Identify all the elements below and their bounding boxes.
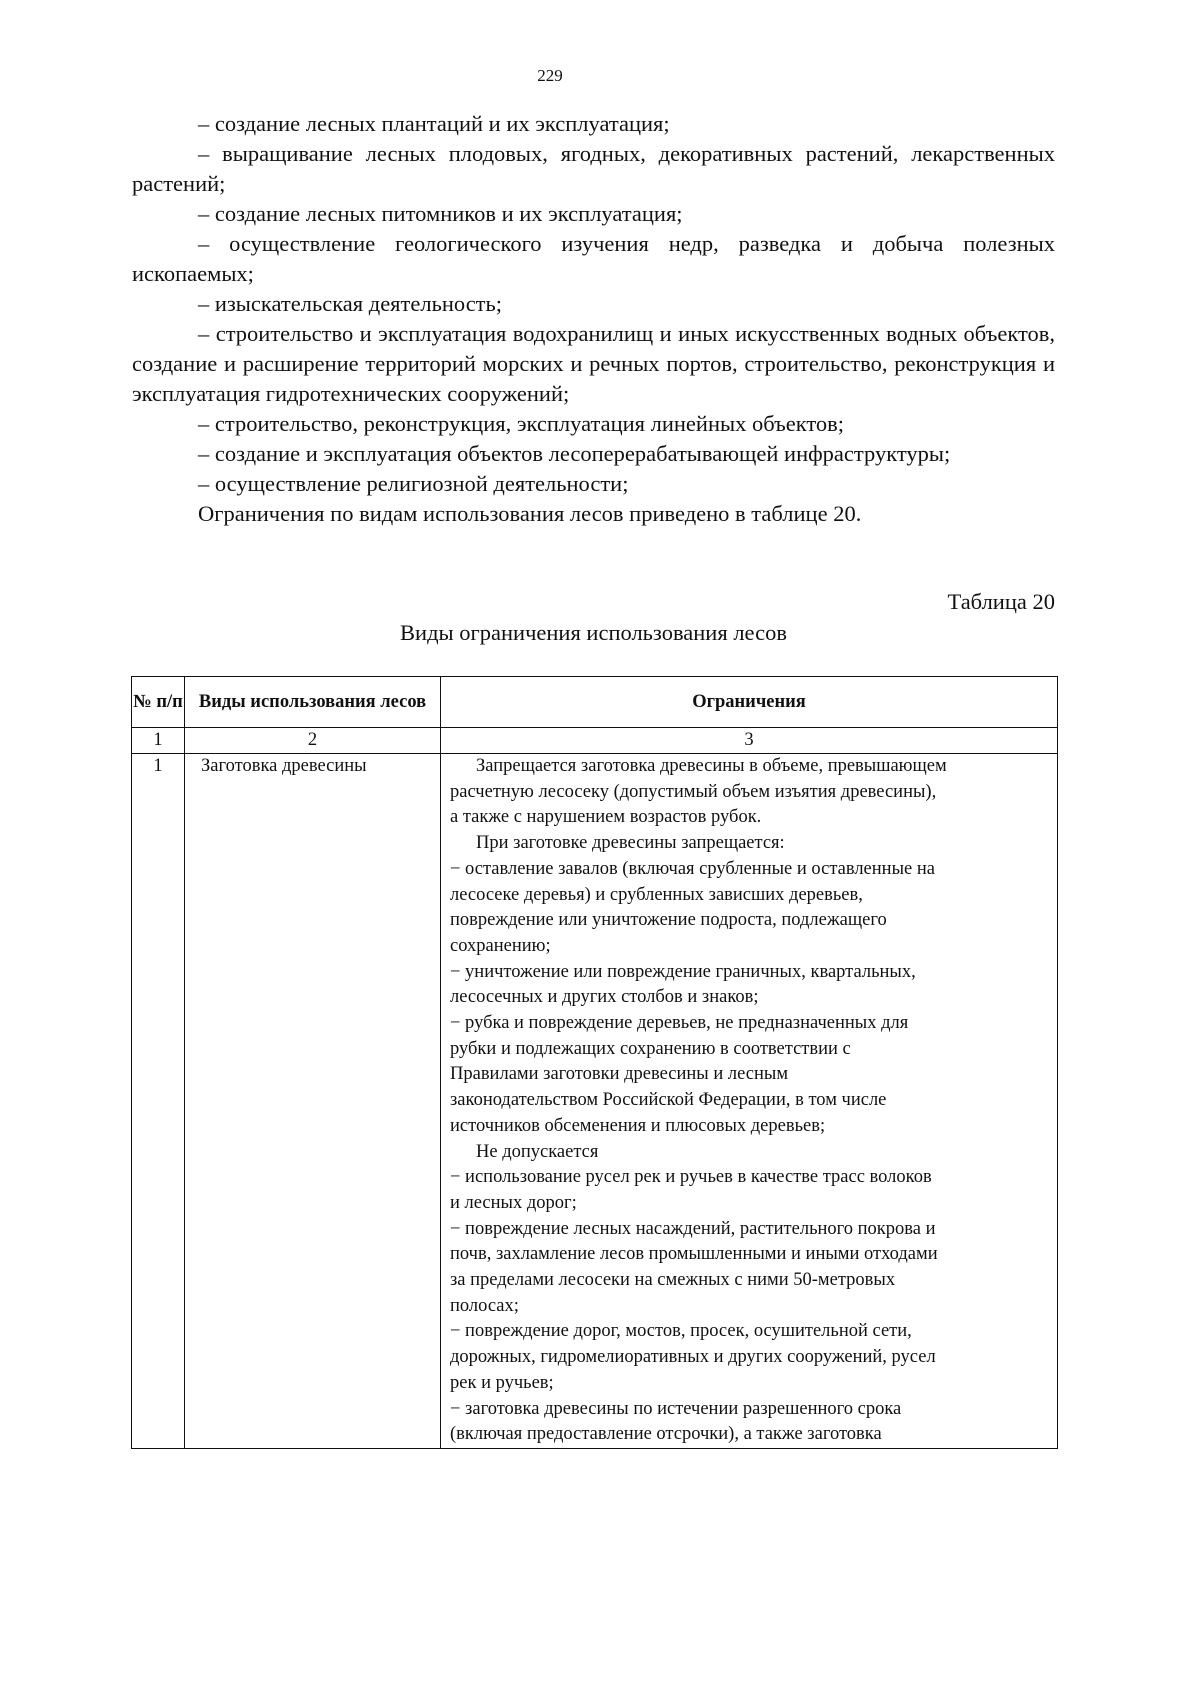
column-number: 2 (185, 728, 441, 754)
restriction-line: а также с нарушением возрастов рубок. (450, 807, 762, 828)
column-number: 1 (132, 728, 185, 754)
row-number: 1 (132, 754, 185, 1449)
restriction-line: источников обсеменения и плюсовых деревьев; (450, 1115, 826, 1136)
restriction-line: − рубка и повреждение деревьев, не предназначенных для (450, 1013, 909, 1034)
paragraph: – выращивание лесных плодовых, ягодных, декоративных растений, лекарственных растений; (132, 141, 1055, 196)
restriction-line: − заготовка древесины по истечении разрешенного срока (450, 1398, 902, 1419)
restriction-line: законодательством Российской Федерации, в том числе (450, 1090, 887, 1111)
paragraph: – создание и эксплуатация объектов лесоперерабатывающей инфраструктуры; (198, 441, 951, 466)
column-numbers-row (132, 728, 1058, 754)
restriction-line: Запрещается заготовка древесины в объеме, превышающем (476, 756, 947, 776)
restriction-line: При заготовке древесины запрещается: (476, 833, 785, 854)
header-use: Виды использования лесов (185, 677, 441, 728)
table-title: Виды ограничения использования лесов (400, 620, 787, 645)
restriction-line: − повреждение дорог, мостов, просек, осушительной сети, (450, 1321, 912, 1342)
restriction-line: повреждение или уничтожение подроста, подлежащего (450, 910, 887, 931)
paragraph: – осуществление геологического изучения недр, разведка и добыча полезных ископаемых; (132, 231, 1055, 286)
paragraph: – строительство и эксплуатация водохранилищ и иных искусственных водных объектов, создание и расширение территорий морских и речных портов, строительство, реконструкция и эксплуатация гидротехнических сооружений; (132, 321, 1055, 406)
restriction-line: Не допускается (476, 1141, 599, 1162)
restriction-line: дорожных, гидромелиоративных и других сооружений, русел (450, 1347, 936, 1368)
header-num: № п/п (132, 677, 185, 728)
paragraph: Ограничения по видам использования лесов приведено в таблице 20. (198, 501, 862, 526)
restriction-line: сохранению; (450, 935, 551, 956)
restriction-line: (включая предоставление отсрочки), а также заготовка (450, 1424, 882, 1445)
restriction-line: почв, захламление лесов промышленными и иными отходами (450, 1244, 938, 1265)
restriction-line: лесосеке деревья) и срубленных зависших деревьев, (450, 884, 863, 905)
restriction-line: − оставление завалов (включая срубленные и оставленные на (450, 858, 935, 879)
restriction-line: − использование русел рек и ручьев в качестве трасс волоков (450, 1167, 932, 1188)
paragraph: – изыскательская деятельность; (198, 291, 503, 316)
table-header-row (132, 677, 1058, 728)
restriction-line: расчетную лесосеку (допустимый объем изъятия древесины), (450, 781, 937, 802)
restriction-line: лесосечных и других столбов и знаков; (450, 987, 759, 1008)
paragraph: – строительство, реконструкция, эксплуатация линейных объектов; (198, 411, 845, 436)
column-number: 3 (441, 728, 1058, 754)
restriction-line: Правилами заготовки древесины и лесным (450, 1064, 789, 1085)
header-restrictions: Ограничения (441, 677, 1058, 728)
body-text (132, 109, 1055, 529)
restriction-line: рубки и подлежащих сохранению в соответствии с (450, 1038, 851, 1059)
table-row (132, 754, 1058, 1449)
restriction-line: − повреждение лесных насаждений, растительного покрова и (450, 1218, 936, 1239)
row-restrictions (441, 754, 1058, 1449)
restriction-line: полосах; (450, 1295, 519, 1316)
table-label: Таблица 20 (947, 589, 1055, 614)
restriction-line: рек и ручьев; (450, 1372, 554, 1393)
paragraph: – осуществление религиозной деятельности; (198, 471, 629, 496)
restriction-line: − уничтожение или повреждение граничных, квартальных, (450, 961, 916, 982)
restriction-line: и лесных дорог; (450, 1192, 577, 1213)
restrictions-table (131, 676, 1058, 1449)
row-use: Заготовка древесины (185, 754, 441, 1449)
paragraph: – создание лесных питомников и их эксплуатация; (198, 201, 683, 226)
paragraph: – создание лесных плантаций и их эксплуатация; (198, 111, 670, 136)
restriction-line: за пределами лесосеки на смежных с ними 50-метровых (450, 1270, 896, 1291)
page-number: 229 (537, 66, 563, 85)
